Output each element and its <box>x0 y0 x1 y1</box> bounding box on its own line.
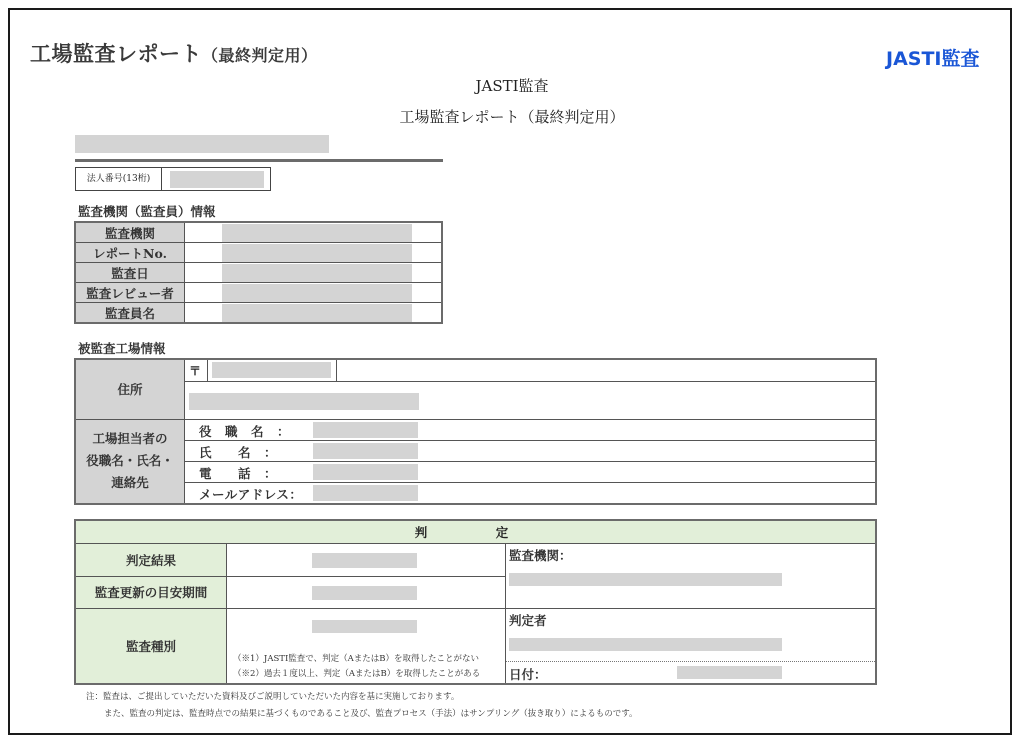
date-label: 日付： <box>509 667 547 682</box>
factory-info-table <box>74 358 877 505</box>
document-organization: JASTI監査 <box>475 77 549 95</box>
table-row <box>75 544 876 577</box>
audit-org-value <box>509 573 782 586</box>
table-row <box>75 359 876 382</box>
postal-mark: 〒 <box>189 364 202 378</box>
audit-org-cell <box>506 544 877 609</box>
row-label: 監査日 <box>75 263 185 283</box>
corporate-number-label: 法人番号(13桁) <box>76 168 162 190</box>
audit-type-note-2: （※2）過去１度以上、判定（AまたはB）を取得したことがある <box>233 669 481 679</box>
table-row <box>75 303 442 324</box>
judgement-header: 判 定 <box>75 520 876 544</box>
contact-label: 工場担当者の 役職名・氏名・ 連絡先 <box>75 420 185 504</box>
result-label: 判定結果 <box>75 544 227 577</box>
footnote-line-1: 注：監査は、ご提出していただいた資料及びご説明していただいた内容を基に実施しております。 <box>86 692 460 702</box>
brand-logo: JASTI監査 <box>886 48 980 70</box>
corporate-number-value <box>170 171 264 188</box>
contact-title-row: 役 職 名 ： <box>185 420 877 441</box>
judge-label: 判定者 <box>509 613 547 628</box>
date-value <box>677 666 782 679</box>
contact-phone-row: 電 話 ： <box>185 462 877 483</box>
table-row <box>75 222 442 243</box>
address-label: 住所 <box>75 359 185 420</box>
table-row <box>75 263 442 283</box>
factory-section-heading: 被監査工場情報 <box>78 341 166 356</box>
page-title-sub: （最終判定用） <box>202 46 318 65</box>
row-value <box>185 222 443 243</box>
corporate-number-box <box>75 167 271 191</box>
document-title: 工場監査レポート（最終判定用） <box>399 108 625 126</box>
postal-code-cell <box>207 360 337 381</box>
page-title <box>30 38 318 68</box>
table-row <box>75 382 876 420</box>
judge-cell <box>506 609 877 685</box>
result-value <box>227 544 506 577</box>
row-value <box>185 243 443 263</box>
table-row <box>75 609 876 685</box>
table-row <box>75 483 876 504</box>
table-row <box>75 441 876 462</box>
page-title-main: 工場監査レポート <box>30 42 202 66</box>
postal-row <box>185 359 877 382</box>
table-row <box>75 420 876 441</box>
audit-type-note-1: （※1）JASTI監査で、判定（AまたはB）を取得したことがない <box>233 654 480 664</box>
table-row <box>75 283 442 303</box>
footnote-line-2: また、監査の判定は、監査時点での結果に基づくものであること及び、監査プロセス（手法）はサンプリング（抜き取り）によるものです。 <box>104 709 638 719</box>
renewal-value <box>227 576 506 609</box>
table-row <box>75 462 876 483</box>
row-value <box>185 283 443 303</box>
contact-name-row: 氏 名 ： <box>185 441 877 462</box>
auditor-section-heading: 監査機関（監査員）情報 <box>78 204 216 219</box>
row-label: 監査員名 <box>75 303 185 324</box>
row-label: 監査機関 <box>75 222 185 243</box>
postal-code-value <box>212 362 331 378</box>
audit-type-label: 監査種別 <box>75 609 227 685</box>
contact-email-row: メールアドレス： <box>185 483 877 504</box>
audit-type-value <box>227 609 506 685</box>
row-label: 監査レビュー者 <box>75 283 185 303</box>
renewal-label: 監査更新の目安期間 <box>75 576 227 609</box>
row-label: レポートNo. <box>75 243 185 263</box>
judgement-table <box>74 519 877 685</box>
audit-org-label: 監査機関： <box>509 548 572 563</box>
row-value <box>185 263 443 283</box>
dotted-divider <box>506 661 875 662</box>
judge-value <box>509 638 782 651</box>
table-row <box>75 520 876 544</box>
row-value <box>185 303 443 324</box>
divider <box>75 159 443 162</box>
auditor-info-table <box>74 221 443 324</box>
address-value <box>185 382 877 420</box>
table-row <box>75 243 442 263</box>
redacted-company-name <box>75 135 329 153</box>
